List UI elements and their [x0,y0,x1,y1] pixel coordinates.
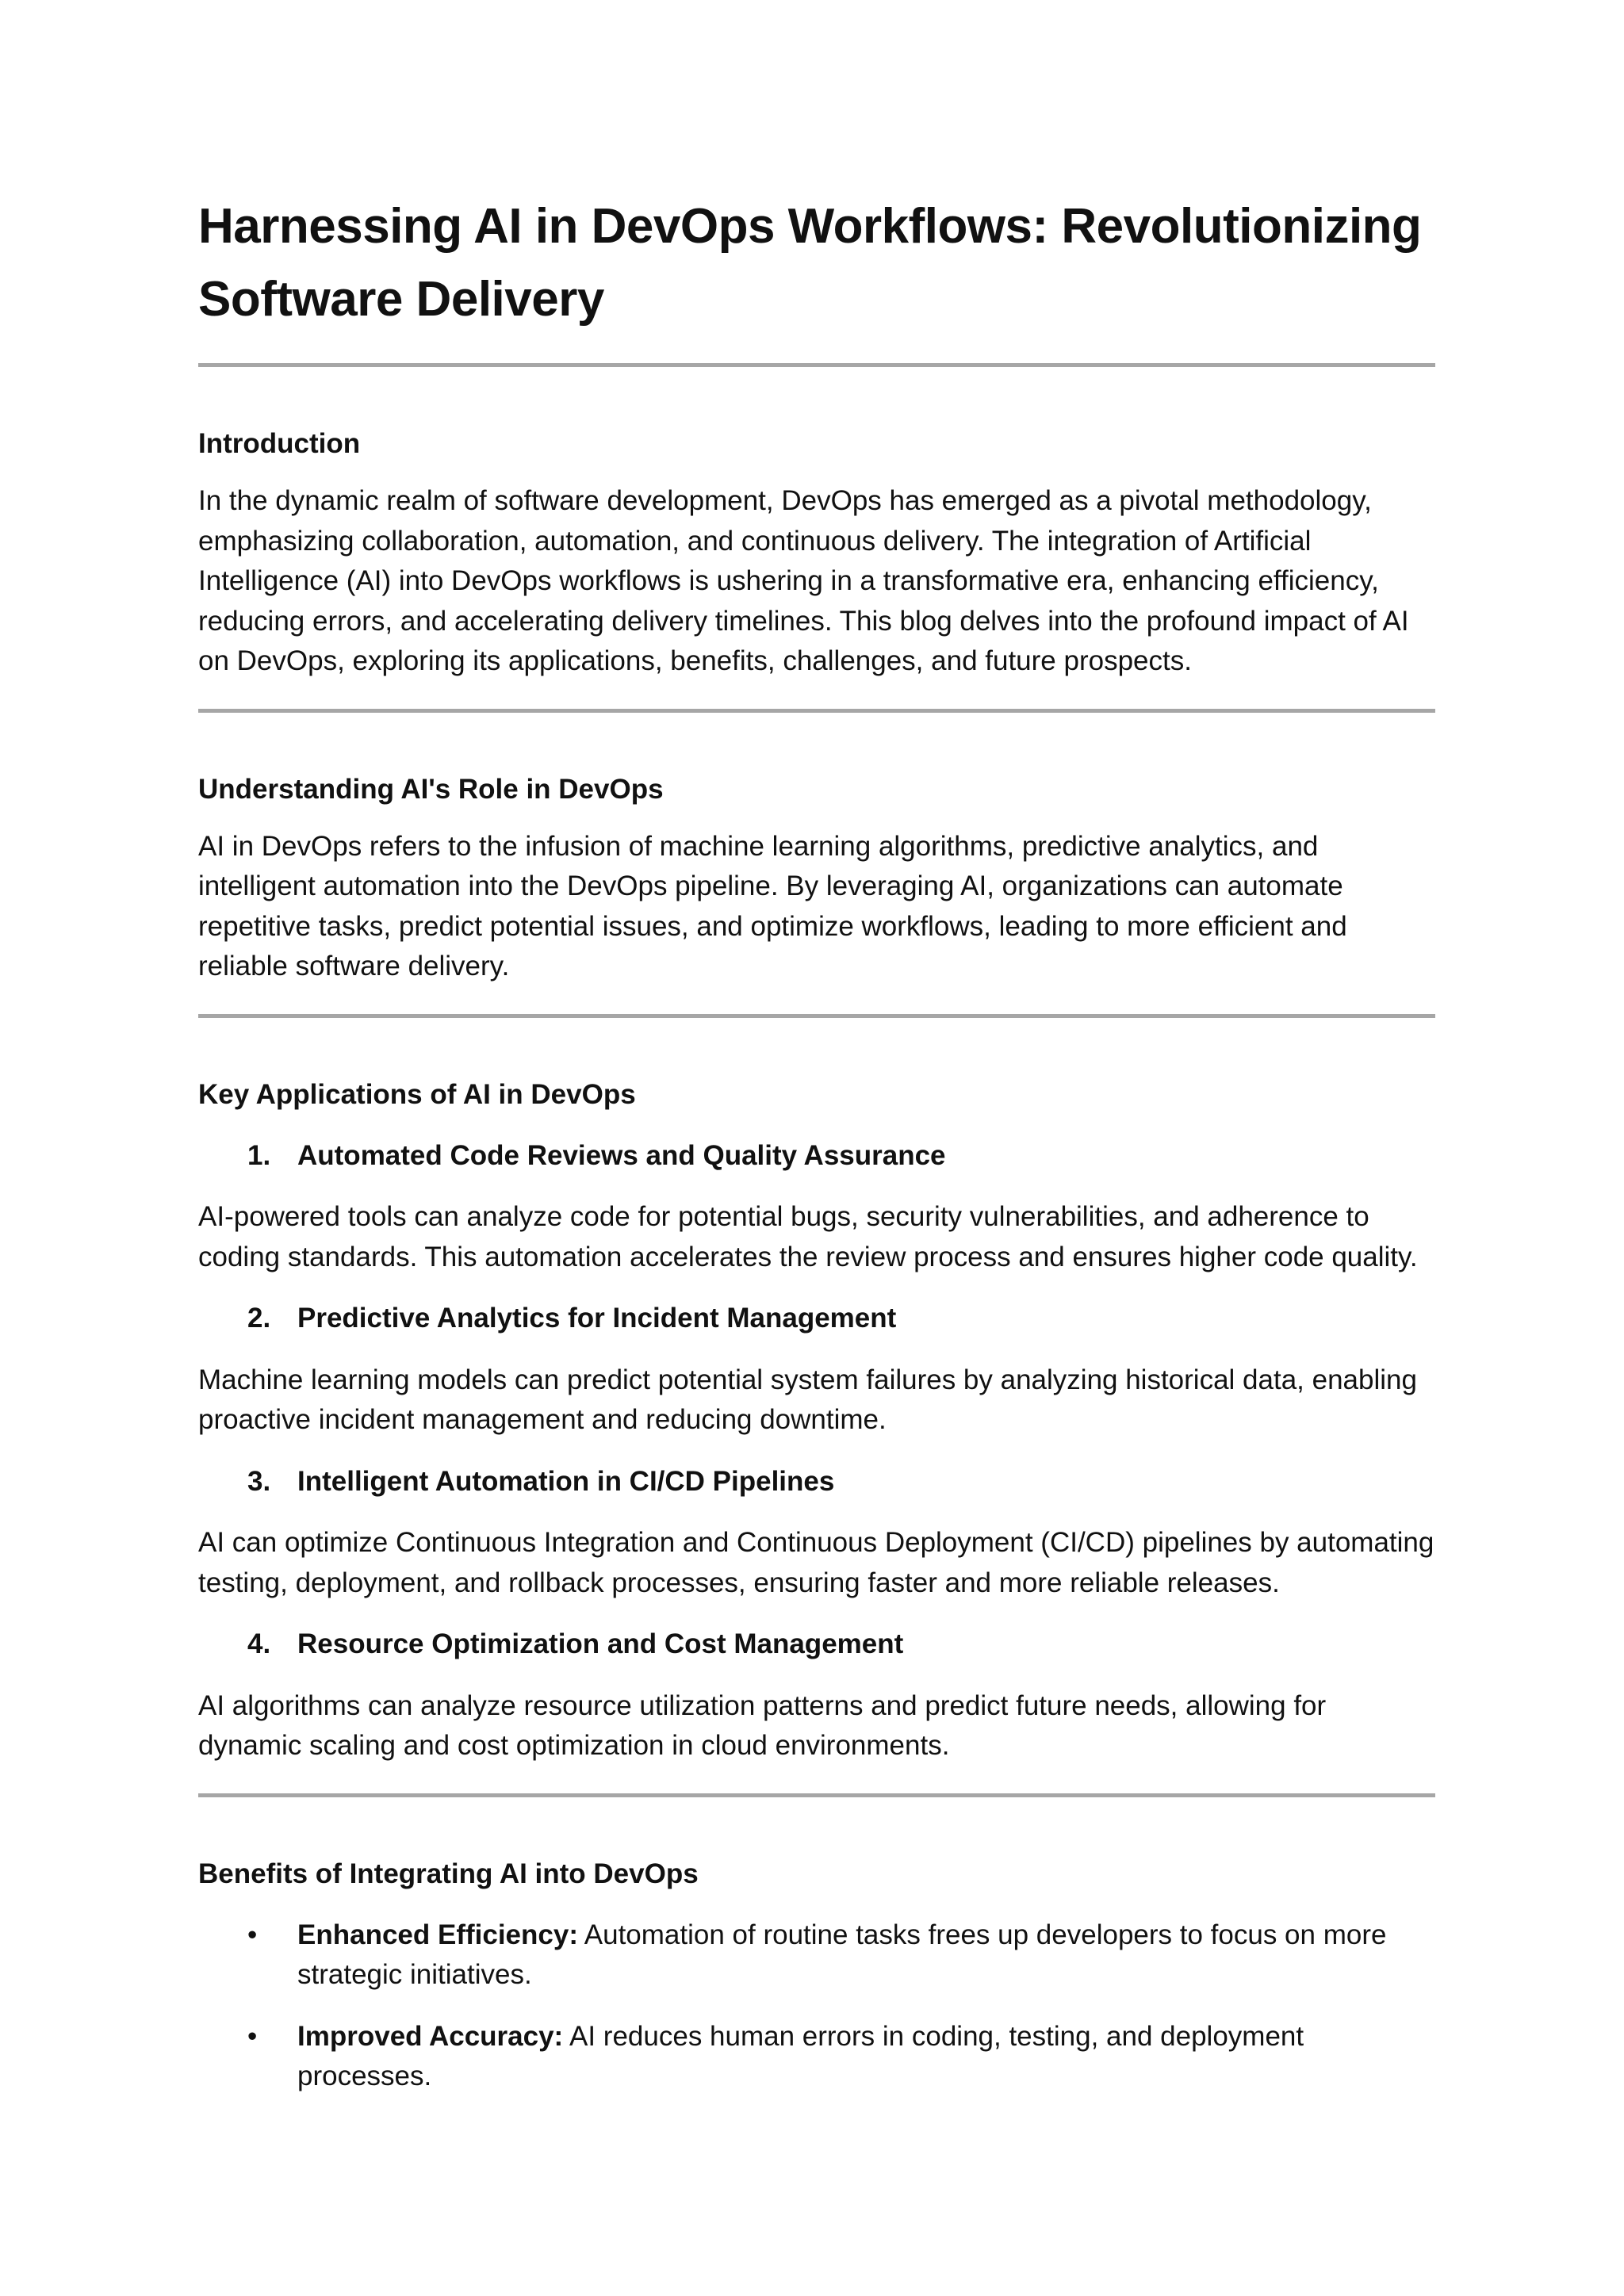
section-divider [198,709,1435,713]
benefit-item-1 [198,1915,1435,1996]
benefits-heading: Benefits of Integrating AI into DevOps [198,1858,699,1889]
list-number: 4. [247,1628,271,1659]
application-description-2: Machine learning models can predict potential system failures by analyzing historical data, enabling proactive incident management and reducing downtime. [198,1364,1417,1435]
application-item-1 [198,1136,1435,1177]
role-paragraph: AI in DevOps refers to the infusion of machine learning algorithms, predictive analytics, and intelligent automation into the DevOps pipeline. By leveraging AI, organizations can automate repetitive tasks, predict potential issues, and optimize workflows, leading to more efficient and reliable software delivery. [198,830,1347,982]
bullet-icon: • [247,2020,258,2052]
introduction-heading: Introduction [198,428,361,459]
benefit-label: Enhanced Efficiency: [297,1919,578,1950]
list-number: 3. [247,1465,271,1497]
list-number: 1. [247,1139,271,1171]
application-item-2 [198,1299,1435,1339]
application-title: Resource Optimization and Cost Management [297,1628,904,1659]
application-description-4: AI algorithms can analyze resource utilization patterns and predict future needs, allowing for dynamic scaling and cost optimization in cloud environments. [198,1689,1327,1761]
document-page [198,190,1435,2097]
application-title: Automated Code Reviews and Quality Assurance [297,1139,946,1171]
applications-heading: Key Applications of AI in DevOps [198,1078,636,1110]
benefit-text: AI reduces human errors in coding, testing, and deployment processes. [297,2020,1304,2091]
application-description-3: AI can optimize Continuous Integration and Continuous Deployment (CI/CD) pipelines by automating testing, deployment, and rollback processes, ensuring faster and more reliable releases. [198,1527,1434,1598]
document-title: Harnessing AI in DevOps Workflows: Revolutionizing Software Delivery [198,199,1422,327]
section-divider [198,1793,1435,1797]
benefit-item-2 [198,2017,1435,2097]
application-item-4 [198,1624,1435,1665]
application-title: Predictive Analytics for Incident Management [297,1303,897,1334]
title-divider [198,363,1435,367]
bullet-icon: • [247,1919,258,1950]
benefit-label: Improved Accuracy: [297,2020,564,2052]
role-heading: Understanding AI's Role in DevOps [198,773,664,805]
list-number: 2. [247,1303,271,1334]
section-divider [198,1014,1435,1018]
application-title: Intelligent Automation in CI/CD Pipelines [297,1465,835,1497]
introduction-paragraph: In the dynamic realm of software development, DevOps has emerged as a pivotal methodology, emphasizing collaboration, automation, and continuous delivery. The integration of Artificial Intelligence (AI) into DevOps workflows is ushering in a transformative era, enhancing efficiency, reducing errors, and accelerating delivery timelines. This blog delves into the profound impact of AI on DevOps, exploring its applications, benefits, challenges, and future prospects. [198,485,1409,676]
application-item-3 [198,1462,1435,1502]
benefit-text: Automation of routine tasks frees up developers to focus on more strategic initiatives. [297,1919,1387,1990]
application-description-1: AI-powered tools can analyze code for potential bugs, security vulnerabilities, and adherence to coding standards. This automation accelerates the review process and ensures higher code quality. [198,1201,1418,1272]
